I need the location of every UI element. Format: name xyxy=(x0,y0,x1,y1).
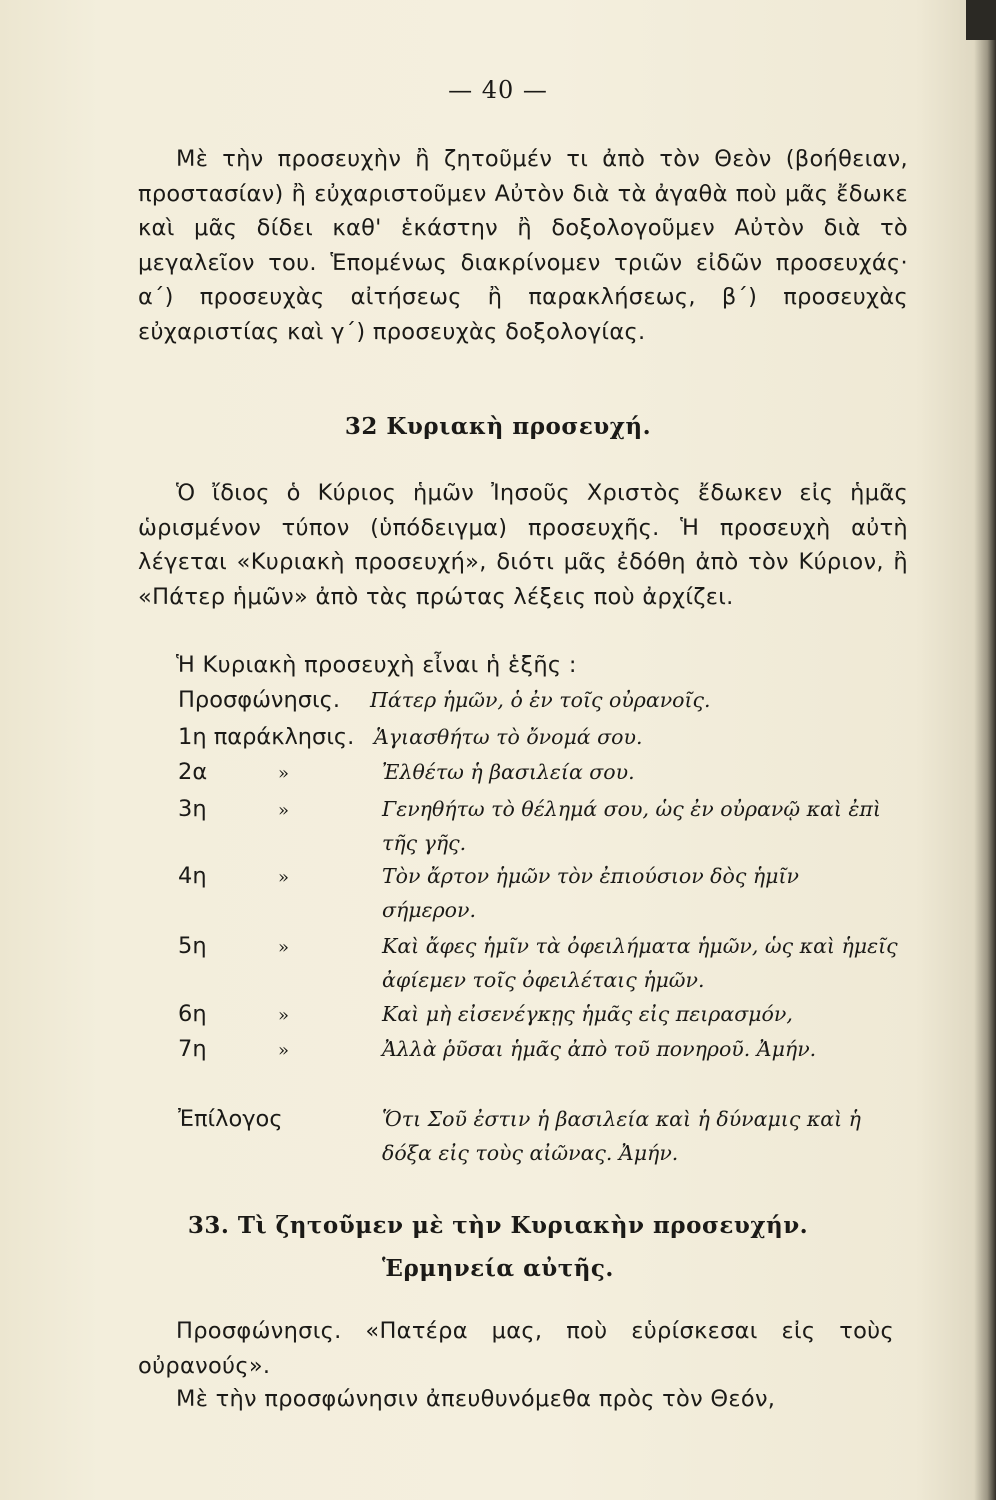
petition-1-label: 1η παράκλησις. xyxy=(178,724,355,750)
address-label: Προσφώνησις. xyxy=(178,687,340,713)
ditto-mark: » xyxy=(278,800,290,821)
prayer-petition-1 xyxy=(178,720,918,754)
petition-label: 6η xyxy=(178,1001,207,1027)
section-33-paragraph-2: Μὲ τὴν προσφώνησιν ἀπευθυνόμεθα πρὸς τὸν Θεόν, xyxy=(176,1386,776,1412)
epilogue-label: Ἐπίλογος xyxy=(178,1106,283,1132)
prayer-petition-7 xyxy=(178,1032,918,1098)
section-33-subheading: Ἑρμηνεία αὐτῆς. xyxy=(382,1255,614,1282)
prayer-intro-line: Ἡ Κυριακὴ προσευχὴ εἶναι ἡ ἑξῆς : xyxy=(176,652,577,678)
page-corner xyxy=(966,0,996,40)
prayer-petition-2 xyxy=(178,755,918,789)
petition-label: 4η xyxy=(178,863,207,889)
ditto-mark: » xyxy=(278,1040,290,1061)
prayer-petition-4 xyxy=(178,859,918,925)
prayer-petition-5 xyxy=(178,929,918,995)
section-32-heading: 32 Κυριακὴ προσευχή. xyxy=(344,413,652,440)
petition-text: Καὶ μὴ εἰσενέγκῃς ἡμᾶς εἰς πειρασμόν, xyxy=(382,1002,793,1026)
prayer-address xyxy=(178,683,918,717)
petition-label: 7η xyxy=(178,1036,207,1062)
petition-text: Καὶ ἄφες ἡμῖν τὰ ὀφειλήματα ἡμῶν, ὡς καὶ ἡμεῖς ἀφίεμεν τοῖς ὀφειλέταις ἡμῶν. xyxy=(382,934,898,992)
petition-text: Ἐλθέτω ἡ βασιλεία σου. xyxy=(382,760,635,784)
ditto-mark: » xyxy=(278,763,290,784)
prayer-epilogue xyxy=(178,1102,918,1168)
section-33-heading: 33. Τὶ ζητοῦμεν μὲ τὴν Κυριακὴν προσευχήν. xyxy=(187,1212,809,1239)
address-text: Πάτερ ἡμῶν, ὁ ἐν τοῖς οὐρανοῖς. xyxy=(370,688,711,712)
ditto-mark: » xyxy=(278,1005,290,1026)
epilogue-text: Ὅτι Σοῦ ἐστιν ἡ βασιλεία καὶ ἡ δύναμις καὶ ἡ δόξα εἰς τοὺς αἰῶνας. Ἀμήν. xyxy=(382,1107,861,1165)
petition-label: 2α xyxy=(178,759,208,785)
petition-text: Ἀλλὰ ῥῦσαι ἡμᾶς ἀπὸ τοῦ πονηροῦ. Ἀμήν. xyxy=(382,1037,817,1061)
page-number: — 40 — xyxy=(448,76,548,104)
ditto-mark: » xyxy=(278,937,290,958)
section-32-paragraph: Ὁ ἴδιος ὁ Κύριος ἡμῶν Ἰησοῦς Χριστὸς ἔδωκεν εἰς ἡμᾶς ὡρισμένον τύπον (ὑπόδειγμα) προσευχῆς. Ἡ προσευχὴ αὐτὴ λέγεται «Κυριακὴ προσευχή», διότι μᾶς ἐδόθη ἀπὸ τὸν Κύριον, ἢ «Πάτερ ἡμῶν» ἀπὸ τὰς πρώτας λέξεις ποὺ ἀρχίζει. xyxy=(138,480,908,610)
prayer-petition-3 xyxy=(178,792,918,858)
petition-text: Γενηθήτω τὸ θέλημά σου, ὡς ἐν οὐρανῷ καὶ ἐπὶ τῆς γῆς. xyxy=(382,797,881,855)
petition-text: Τὸν ἄρτον ἡμῶν τὸν ἐπιούσιον δὸς ἡμῖν σήμερον. xyxy=(382,864,799,922)
petition-label: 3η xyxy=(178,796,207,822)
petition-label: 5η xyxy=(178,933,207,959)
section-33-paragraph-1: Προσφώνησις. «Πατέρα μας, ποὺ εὑρίσκεσαι εἰς τοὺς οὐρανούς». xyxy=(138,1318,894,1379)
ditto-mark: » xyxy=(278,867,290,888)
intro-paragraph: Μὲ τὴν προσευχὴν ἢ ζητοῦμέν τι ἀπὸ τὸν Θεὸν (βοήθειαν, προστασίαν) ἢ εὐχαριστοῦμεν Αὐτὸν διὰ τὰ ἀγαθὰ ποὺ μᾶς ἔδωκε καὶ μᾶς δίδει καθ' ἑκάστην ἢ δοξολογοῦμεν Αὐτὸν διὰ τὸ μεγαλεῖον του. Ἑπομένως διακρίνομεν τριῶν εἰδῶν προσευχάς· α΄) προσευχὰς αἰτήσεως ἢ παρακλήσεως, β΄) προσευχὰς εὐχαριστίας καὶ γ΄) προσευχὰς δοξολογίας. xyxy=(138,146,908,345)
prayer-petition-6 xyxy=(178,997,918,1031)
petition-1-text: Ἁγιασθήτω τὸ ὄνομά σου. xyxy=(374,725,643,749)
